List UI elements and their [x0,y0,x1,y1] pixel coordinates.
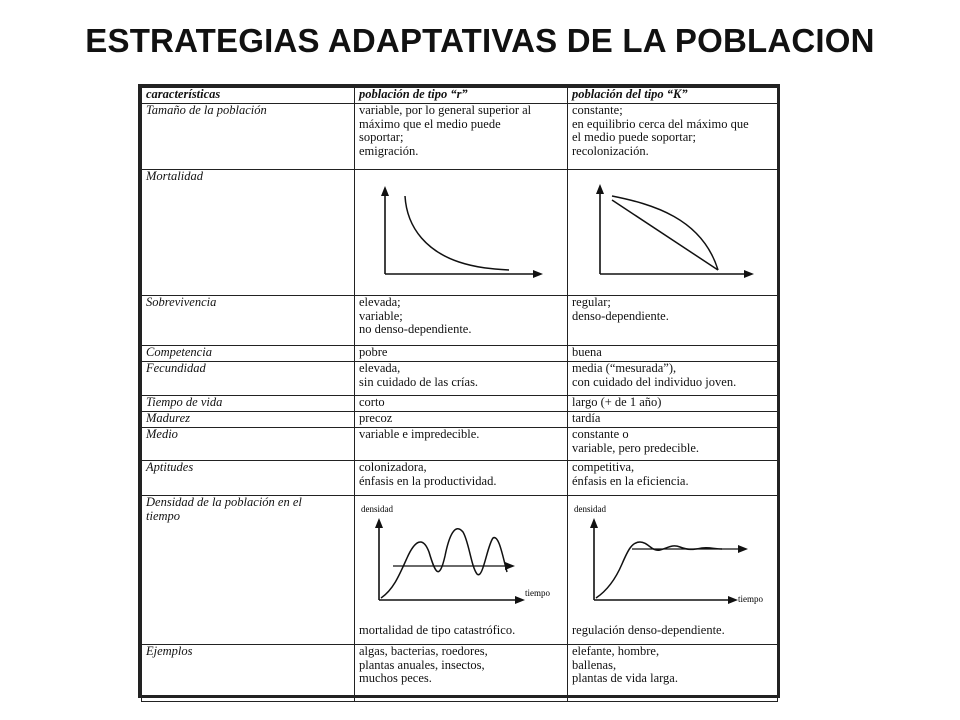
text-line: muchos peces. [359,671,432,685]
y-axis-arrow [596,184,604,194]
cell-madurez-k: tardía [568,412,778,428]
slide-title: ESTRATEGIAS ADAPTATIVAS DE LA POBLACION [85,22,875,59]
mortality-k-line [612,200,718,270]
mortality-k-graph [572,170,772,290]
label-tiempo-vida: Tiempo de vida [142,396,355,412]
row-madurez [142,412,778,428]
text-line: elefante, hombre, [572,644,660,658]
header-tipo-r: población de tipo “r” [355,88,568,104]
label-competencia: Competencia [142,346,355,362]
cell-sobrevivencia-r [355,296,568,346]
cell-aptitudes-r [355,461,568,496]
text-line: en equilibrio cerca del máximo que [572,116,749,131]
x-axis-label: tiempo [738,594,763,604]
density-r-graph [359,496,563,624]
row-medio [142,428,778,461]
cell-densidad-k [568,496,778,645]
label-tamano: Tamaño de la población [142,104,355,170]
label-fecundidad: Fecundidad [142,362,355,396]
cell-tamano-k [568,104,778,170]
text-line: máximo que el medio puede [359,116,501,131]
text-line: énfasis en la eficiencia. [572,473,689,488]
row-sobrevivencia [142,296,778,346]
density-k-graph [572,496,772,624]
x-axis-arrow [728,596,738,604]
text-line: tiempo [146,508,181,523]
cell-ejemplos-k [568,645,778,702]
cell-competencia-k: buena [568,346,778,362]
text-line: no denso-dependiente. [359,322,472,336]
density-r-curve [381,529,507,598]
cell-sobrevivencia-k [568,296,778,346]
x-axis-arrow [744,270,754,278]
text-line: plantas de vida larga. [572,671,678,685]
cell-fecundidad-k [568,362,778,396]
text-line: denso-dependiente. [572,308,669,323]
text-line: elevada; [359,295,401,309]
density-k-caption: regulación denso-dependiente. [572,623,725,637]
carrying-capacity-arrow [738,545,748,553]
header-tipo-k: población del tipo “K” [568,88,778,104]
row-competencia [142,346,778,362]
text-line: énfasis en la productividad. [359,473,497,488]
cell-fecundidad-r [355,362,568,396]
table-header-row [142,88,778,104]
row-tiempo-vida [142,396,778,412]
x-axis-arrow [515,596,525,604]
header-caracteristicas: características [142,88,355,104]
text-line: competitiva, [572,460,635,474]
row-fecundidad [142,362,778,396]
text-line: constante o [572,427,629,441]
label-sobrevivencia: Sobrevivencia [142,296,355,346]
density-r-caption: mortalidad de tipo catastrófico. [359,623,516,637]
text-line: sin cuidado de las crías. [359,374,479,389]
text-line: constante; [572,103,623,117]
y-axis-arrow [381,186,389,196]
text-line: el medio puede soportar; [572,130,696,144]
cell-mortalidad-r [355,170,568,296]
text-line: algas, bacterias, roedores, [359,644,488,658]
text-line: plantas anuales, insectos, [359,657,485,672]
cell-mortalidad-k [568,170,778,296]
text-line: variable e impredecible. [359,427,480,441]
row-mortalidad [142,170,778,296]
text-line: variable, pero predecible. [572,440,700,455]
y-axis-arrow [590,518,598,528]
row-tamano [142,104,778,170]
cell-tamano-r [355,104,568,170]
comparison-table-frame [138,84,780,698]
cell-tiempo-vida-r: corto [355,396,568,412]
label-ejemplos: Ejemplos [142,645,355,702]
text-line: media (“mesurada”), [572,361,677,375]
label-mortalidad: Mortalidad [142,170,355,296]
cell-tiempo-vida-k: largo (+ de 1 año) [568,396,778,412]
text-line: elevada, [359,361,401,375]
x-axis-arrow [533,270,543,278]
cell-medio-k [568,428,778,461]
mortality-r-curve [405,196,509,270]
y-axis-label: densidad [361,504,393,514]
row-ejemplos [142,645,778,702]
cell-densidad-r [355,496,568,645]
row-densidad [142,496,778,645]
text-line: soportar; [359,130,404,144]
y-axis-label: densidad [574,504,606,514]
text-line: recolonización. [572,143,649,158]
text-line: variable; [359,308,403,323]
text-line: emigración. [359,143,419,158]
text-line: regular; [572,295,611,309]
text-line: variable, por lo general superior al [359,103,532,117]
cell-aptitudes-k [568,461,778,496]
label-madurez: Madurez [142,412,355,428]
label-medio: Medio [142,428,355,461]
cell-medio-r [355,428,568,461]
cell-ejemplos-r [355,645,568,702]
text-line: Densidad de la población en el [146,495,302,509]
mortality-r-graph [359,170,559,290]
y-axis-arrow [375,518,383,528]
text-line: ballenas, [572,657,617,672]
label-densidad [142,496,355,645]
x-axis-label: tiempo [525,588,550,598]
label-aptitudes: Aptitudes [142,461,355,496]
cell-madurez-r: precoz [355,412,568,428]
text-line: colonizadora, [359,460,427,474]
density-k-curve [596,542,722,598]
row-aptitudes [142,461,778,496]
cell-competencia-r: pobre [355,346,568,362]
comparison-table [141,87,778,702]
text-line: con cuidado del individuo joven. [572,374,737,389]
